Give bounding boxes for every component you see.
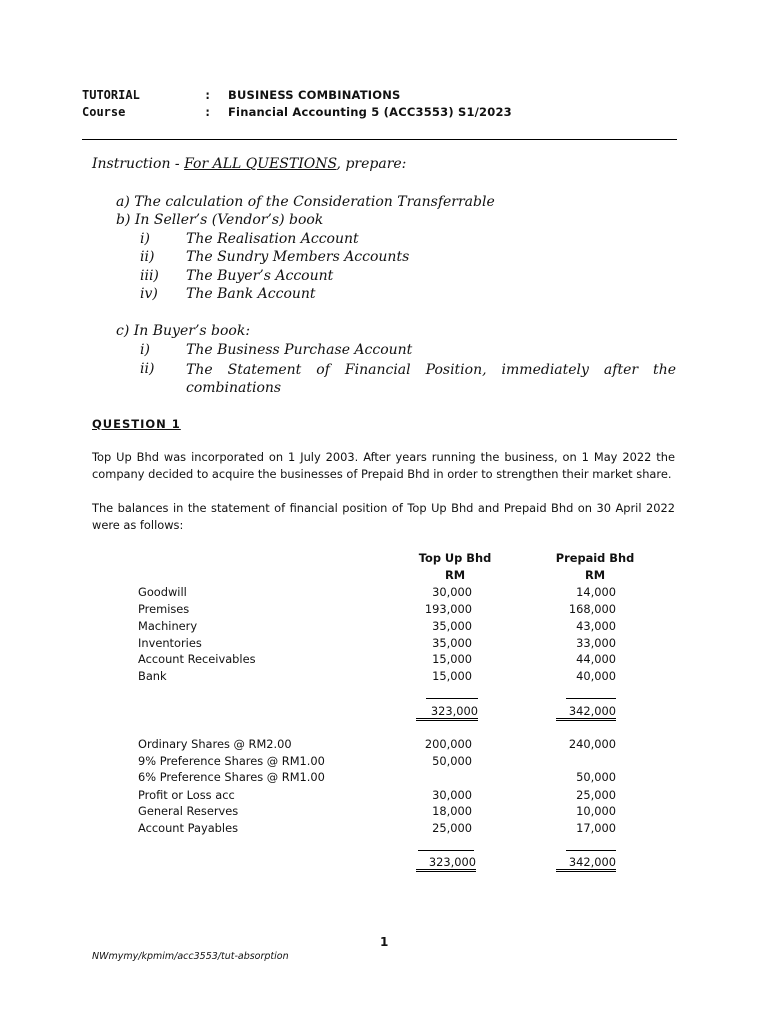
b-item-num: iv) bbox=[140, 286, 158, 302]
subtotal-rule bbox=[426, 698, 478, 699]
col-currency-prepaid: RM bbox=[584, 568, 606, 582]
question-paragraph-1: Top Up Bhd was incorporated on 1 July 2003. After years running the business, on 1 May 2022 the company decided to acquire the businesses of Prepaid Bhd in order to strengthen their market share. bbox=[92, 450, 675, 481]
b-item-num: i) bbox=[140, 231, 150, 247]
asset-value-prepaid: 33,000 bbox=[576, 636, 616, 650]
equity-value-prepaid: 240,000 bbox=[568, 737, 616, 751]
asset-label: Account Receivables bbox=[138, 652, 256, 666]
instruction-prefix: Instruction - bbox=[92, 156, 185, 172]
equity-value-topup: 18,000 bbox=[432, 804, 472, 818]
asset-value-topup: 35,000 bbox=[432, 619, 472, 633]
asset-value-prepaid: 168,000 bbox=[568, 602, 616, 616]
b-item-text: The Bank Account bbox=[186, 286, 316, 302]
instruction-line bbox=[92, 156, 406, 172]
asset-label: Inventories bbox=[138, 636, 202, 650]
asset-value-topup: 15,000 bbox=[432, 652, 472, 666]
question-paragraph-2: The balances in the statement of financial position of Top Up Bhd and Prepaid Bhd on 30 April 2022 were as follows: bbox=[92, 501, 675, 532]
c-item-num: i) bbox=[140, 342, 150, 358]
assets-total-topup: 323,000 bbox=[416, 704, 478, 721]
instruction-suffix: , prepare: bbox=[336, 156, 407, 172]
asset-value-prepaid: 40,000 bbox=[576, 669, 616, 683]
instruction-a: a) The calculation of the Consideration Transferrable bbox=[116, 194, 495, 210]
col-header-topup: Top Up Bhd bbox=[418, 551, 492, 565]
course-value: Financial Accounting 5 (ACC3553) S1/2023 bbox=[228, 105, 512, 119]
equity-value-prepaid: 25,000 bbox=[576, 788, 616, 802]
header-divider bbox=[82, 139, 677, 140]
subtotal-rule bbox=[566, 850, 616, 851]
equity-value-topup: 30,000 bbox=[432, 788, 472, 802]
asset-label: Bank bbox=[138, 669, 167, 683]
b-item-num: iii) bbox=[140, 268, 159, 284]
course-colon: : bbox=[204, 105, 212, 119]
subtotal-rule bbox=[566, 698, 616, 699]
asset-value-topup: 35,000 bbox=[432, 636, 472, 650]
equity-label: 9% Preference Shares @ RM1.00 bbox=[138, 754, 325, 768]
asset-value-topup: 30,000 bbox=[432, 585, 472, 599]
asset-label: Goodwill bbox=[138, 585, 187, 599]
equity-label: General Reserves bbox=[138, 804, 239, 818]
asset-label: Machinery bbox=[138, 619, 198, 633]
asset-value-topup: 15,000 bbox=[432, 669, 472, 683]
equity-total-topup: 323,000 bbox=[416, 855, 476, 872]
equity-value-prepaid: 10,000 bbox=[576, 804, 616, 818]
equity-total-prepaid: 342,000 bbox=[556, 855, 616, 872]
equity-value-prepaid: 17,000 bbox=[576, 821, 616, 835]
tutorial-colon: : bbox=[204, 88, 212, 102]
instruction-b: b) In Seller’s (Vendor’s) book bbox=[116, 212, 324, 228]
tutorial-label: TUTORIAL bbox=[82, 88, 140, 102]
equity-value-topup: 25,000 bbox=[432, 821, 472, 835]
b-item-text: The Sundry Members Accounts bbox=[186, 249, 410, 265]
equity-label: 6% Preference Shares @ RM1.00 bbox=[138, 770, 325, 784]
asset-label: Premises bbox=[138, 602, 190, 616]
asset-value-prepaid: 14,000 bbox=[576, 585, 616, 599]
asset-value-prepaid: 44,000 bbox=[576, 652, 616, 666]
equity-value-topup: 50,000 bbox=[432, 754, 472, 768]
question-title: QUESTION 1 bbox=[92, 417, 181, 431]
assets-total-prepaid: 342,000 bbox=[556, 704, 616, 721]
equity-label: Ordinary Shares @ RM2.00 bbox=[138, 737, 292, 751]
col-currency-topup: RM bbox=[444, 568, 466, 582]
subtotal-rule bbox=[418, 850, 474, 851]
course-label: Course bbox=[82, 105, 126, 119]
equity-label: Account Payables bbox=[138, 821, 239, 835]
asset-value-prepaid: 43,000 bbox=[576, 619, 616, 633]
c-item-text: The Statement of Financial Position, immediately after the combinations bbox=[186, 362, 676, 396]
b-item-text: The Buyer’s Account bbox=[186, 268, 334, 284]
footer-path: NWmymy/kpmim/acc3553/tut-absorption bbox=[92, 951, 289, 962]
tutorial-value: BUSINESS COMBINATIONS bbox=[228, 88, 401, 102]
instruction-emphasis: For ALL QUESTIONS bbox=[184, 156, 337, 172]
asset-value-topup: 193,000 bbox=[424, 602, 472, 616]
b-item-text: The Realisation Account bbox=[186, 231, 359, 247]
equity-value-topup: 200,000 bbox=[424, 737, 472, 751]
c-item-text: The Business Purchase Account bbox=[186, 342, 413, 358]
b-item-num: ii) bbox=[140, 249, 155, 265]
instruction-c: c) In Buyer’s book: bbox=[116, 323, 251, 339]
c-item-num: ii) bbox=[140, 361, 155, 377]
equity-label: Profit or Loss acc bbox=[138, 788, 235, 802]
col-header-prepaid: Prepaid Bhd bbox=[555, 551, 635, 565]
page-number: 1 bbox=[380, 935, 389, 949]
equity-value-prepaid: 50,000 bbox=[576, 770, 616, 784]
